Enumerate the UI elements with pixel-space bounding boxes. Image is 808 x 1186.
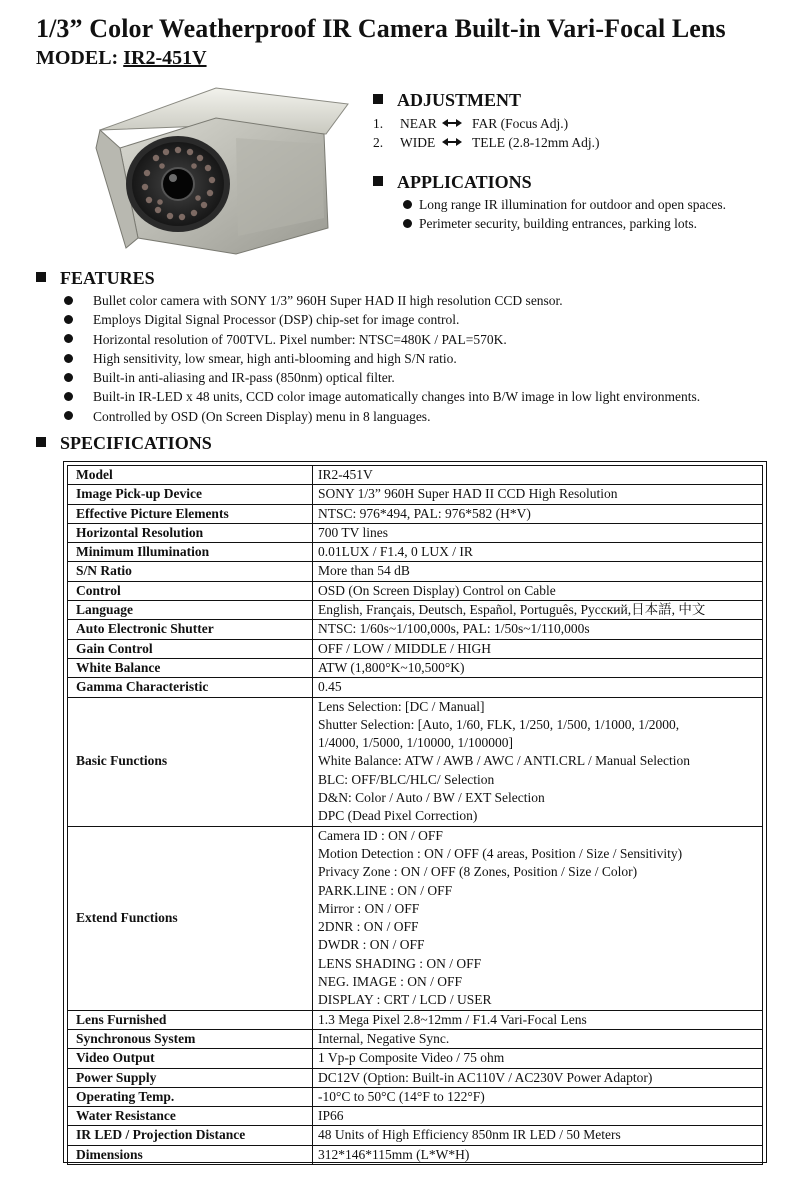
spec-value-cell xyxy=(313,1145,763,1164)
spec-value-cell xyxy=(313,678,763,697)
spec-value-line: Shutter Selection: [Auto, 1/60, FLK, 1/250, 1/500, 1/1000, 1/2000, xyxy=(318,716,680,732)
table-row xyxy=(68,1068,763,1087)
spec-key-cell: Gamma Characteristic xyxy=(68,678,313,697)
spec-value-line: IP66 xyxy=(318,1108,344,1124)
spec-value-line: 48 Units of High Efficiency 850nm IR LED / 50 Meters xyxy=(318,1127,621,1143)
spec-key-cell: Control xyxy=(68,581,313,600)
adjustment-item: 2. WIDE TELE (2.8-12mm Adj.) xyxy=(373,135,600,150)
spec-value-line: NTSC: 1/60s~1/100,000s, PAL: 1/50s~1/110,000s xyxy=(318,621,590,637)
specifications-table xyxy=(67,465,763,1165)
spec-value-cell xyxy=(313,543,763,562)
applications-list xyxy=(403,195,726,233)
spec-value-cell xyxy=(313,601,763,620)
page-title: 1/3” Color Weatherproof IR Camera Built-in Vari-Focal Lens xyxy=(36,14,726,43)
list-item: Perimeter security, building entrances, parking lots. xyxy=(403,214,726,233)
table-row xyxy=(68,504,763,523)
spec-value-line: Mirror : ON / OFF xyxy=(318,900,420,916)
spec-value-cell xyxy=(313,1126,763,1145)
model-value: IR2-451V xyxy=(123,47,207,69)
spec-value-cell xyxy=(313,1049,763,1068)
spec-value-line: BLC: OFF/BLC/HLC/ Selection xyxy=(318,771,495,787)
spec-key-cell: Synchronous System xyxy=(68,1029,313,1048)
table-row xyxy=(68,562,763,581)
spec-value-cell xyxy=(313,1029,763,1048)
spec-value-line: NEG. IMAGE : ON / OFF xyxy=(318,974,463,990)
spec-value-line: 1/4000, 1/5000, 1/10000, 1/100000] xyxy=(318,735,513,751)
spec-key-cell: Extend Functions xyxy=(68,826,313,1010)
table-row xyxy=(68,697,763,826)
specifications-table-frame xyxy=(63,461,767,1163)
specifications-heading: SPECIFICATIONS xyxy=(36,433,212,454)
spec-value-cell xyxy=(313,1087,763,1106)
spec-value-line: White Balance: ATW / AWB / AWC / ANTI.CRL / Manual Selection xyxy=(318,753,691,769)
list-item: Controlled by OSD (On Screen Display) menu in 8 languages. xyxy=(64,407,700,426)
table-row xyxy=(68,1049,763,1068)
table-row xyxy=(68,485,763,504)
spec-key-cell: Language xyxy=(68,601,313,620)
spec-value-line: Privacy Zone : ON / OFF (8 Zones, Position / Size / Color) xyxy=(318,864,638,880)
table-row xyxy=(68,658,763,677)
spec-value-cell xyxy=(313,697,763,826)
spec-value-line: -10°C to 50°C (14°F to 122°F) xyxy=(318,1088,485,1104)
table-row xyxy=(68,1029,763,1048)
list-item: Bullet color camera with SONY 1/3” 960H Super HAD II high resolution CCD sensor. xyxy=(64,291,700,310)
spec-value-cell xyxy=(313,1107,763,1126)
spec-key-cell: Video Output xyxy=(68,1049,313,1068)
table-row xyxy=(68,523,763,542)
spec-key-cell: Operating Temp. xyxy=(68,1087,313,1106)
double-arrow-icon xyxy=(442,138,462,146)
spec-value-cell xyxy=(313,523,763,542)
square-bullet-icon xyxy=(36,437,46,447)
adjustment-heading: ADJUSTMENT xyxy=(373,90,521,111)
square-bullet-icon xyxy=(373,94,383,104)
list-item: Built-in IR-LED x 48 units, CCD color image automatically changes into B/W image in low light environments. xyxy=(64,387,700,406)
spec-value-line: SONY 1/3” 960H Super HAD II CCD High Resolution xyxy=(318,486,618,502)
spec-key-cell: S/N Ratio xyxy=(68,562,313,581)
spec-value-line: 0.01LUX / F1.4, 0 LUX / IR xyxy=(318,544,473,560)
spec-value-line: 312*146*115mm (L*W*H) xyxy=(318,1146,470,1162)
spec-key-cell: Power Supply xyxy=(68,1068,313,1087)
table-row xyxy=(68,1107,763,1126)
model-label: MODEL: xyxy=(36,47,119,69)
spec-value-line: 700 TV lines xyxy=(318,524,389,540)
spec-value-cell xyxy=(313,485,763,504)
double-arrow-icon xyxy=(442,119,462,127)
spec-value-cell xyxy=(313,1010,763,1029)
table-row xyxy=(68,620,763,639)
spec-value-line: PARK.LINE : ON / OFF xyxy=(318,882,453,898)
spec-key-cell: Basic Functions xyxy=(68,697,313,826)
spec-value-line: DC12V (Option: Built-in AC110V / AC230V Power Adaptor) xyxy=(318,1069,653,1085)
spec-key-cell: Gain Control xyxy=(68,639,313,658)
spec-value-line: IR2-451V xyxy=(318,467,373,482)
spec-value-cell xyxy=(313,639,763,658)
spec-key-cell: Dimensions xyxy=(68,1145,313,1164)
spec-key-cell: Auto Electronic Shutter xyxy=(68,620,313,639)
spec-value-line: Motion Detection : ON / OFF (4 areas, Position / Size / Sensitivity) xyxy=(318,845,683,861)
adjustment-item: 1. NEAR FAR (Focus Adj.) xyxy=(373,116,569,131)
spec-value-cell xyxy=(313,658,763,677)
spec-value-line: 2DNR : ON / OFF xyxy=(318,919,419,935)
features-list xyxy=(64,291,700,426)
adjustment-list xyxy=(373,114,599,152)
list-item: Employs Digital Signal Processor (DSP) chip-set for image control. xyxy=(64,310,700,329)
square-bullet-icon xyxy=(36,272,46,282)
model-line xyxy=(36,47,207,70)
spec-value-line: Camera ID : ON / OFF xyxy=(318,827,443,843)
spec-value-line: English, Français, Deutsch, Español, Português, Русский,日本語, 中文 xyxy=(318,602,706,618)
spec-value-line: More than 54 dB xyxy=(318,563,410,579)
table-row xyxy=(68,466,763,485)
spec-value-line: DWDR : ON / OFF xyxy=(318,937,425,953)
spec-value-line: 1.3 Mega Pixel 2.8~12mm / F1.4 Vari-Focal Lens xyxy=(318,1011,587,1027)
table-row xyxy=(68,581,763,600)
spec-key-cell: Water Resistance xyxy=(68,1107,313,1126)
camera-product-image xyxy=(86,78,354,256)
spec-value-cell xyxy=(313,826,763,1010)
table-row xyxy=(68,543,763,562)
list-item: Long range IR illumination for outdoor and open spaces. xyxy=(403,195,726,214)
spec-value-line: Internal, Negative Sync. xyxy=(318,1030,450,1046)
features-heading: FEATURES xyxy=(36,268,155,289)
spec-value-line: OFF / LOW / MIDDLE / HIGH xyxy=(318,640,491,656)
table-row xyxy=(68,826,763,1010)
table-row xyxy=(68,678,763,697)
spec-value-cell xyxy=(313,581,763,600)
spec-value-line: 1 Vp-p Composite Video / 75 ohm xyxy=(318,1050,505,1066)
spec-value-line: OSD (On Screen Display) Control on Cable xyxy=(318,582,556,598)
spec-value-cell xyxy=(313,562,763,581)
table-row xyxy=(68,1010,763,1029)
spec-value-line: DISPLAY : CRT / LCD / USER xyxy=(318,992,492,1008)
spec-key-cell: IR LED / Projection Distance xyxy=(68,1126,313,1145)
spec-value-line: 0.45 xyxy=(318,679,342,695)
table-row xyxy=(68,1145,763,1164)
applications-heading: APPLICATIONS xyxy=(373,172,532,193)
spec-value-line: NTSC: 976*494, PAL: 976*582 (H*V) xyxy=(318,505,531,521)
spec-key-cell: Lens Furnished xyxy=(68,1010,313,1029)
spec-key-cell: Image Pick-up Device xyxy=(68,485,313,504)
list-item: High sensitivity, low smear, high anti-blooming and high S/N ratio. xyxy=(64,349,700,368)
spec-key-cell: Minimum Illumination xyxy=(68,543,313,562)
spec-value-line: DPC (Dead Pixel Correction) xyxy=(318,808,478,824)
spec-value-cell xyxy=(313,620,763,639)
spec-value-cell xyxy=(313,1068,763,1087)
spec-value-line: LENS SHADING : ON / OFF xyxy=(318,955,482,971)
spec-value-line: Lens Selection: [DC / Manual] xyxy=(318,698,485,714)
table-row xyxy=(68,601,763,620)
spec-key-cell: White Balance xyxy=(68,658,313,677)
spec-key-cell: Effective Picture Elements xyxy=(68,504,313,523)
spec-value-cell xyxy=(313,466,763,485)
list-item: Built-in anti-aliasing and IR-pass (850nm) optical filter. xyxy=(64,368,700,387)
table-row xyxy=(68,1126,763,1145)
spec-key-cell: Model xyxy=(68,466,313,485)
spec-value-cell xyxy=(313,504,763,523)
table-row xyxy=(68,639,763,658)
square-bullet-icon xyxy=(373,176,383,186)
spec-value-line: D&N: Color / Auto / BW / EXT Selection xyxy=(318,790,545,806)
spec-value-line: ATW (1,800°K~10,500°K) xyxy=(318,659,465,675)
list-item: Horizontal resolution of 700TVL. Pixel number: NTSC=480K / PAL=570K. xyxy=(64,330,700,349)
spec-key-cell: Horizontal Resolution xyxy=(68,523,313,542)
table-row xyxy=(68,1087,763,1106)
